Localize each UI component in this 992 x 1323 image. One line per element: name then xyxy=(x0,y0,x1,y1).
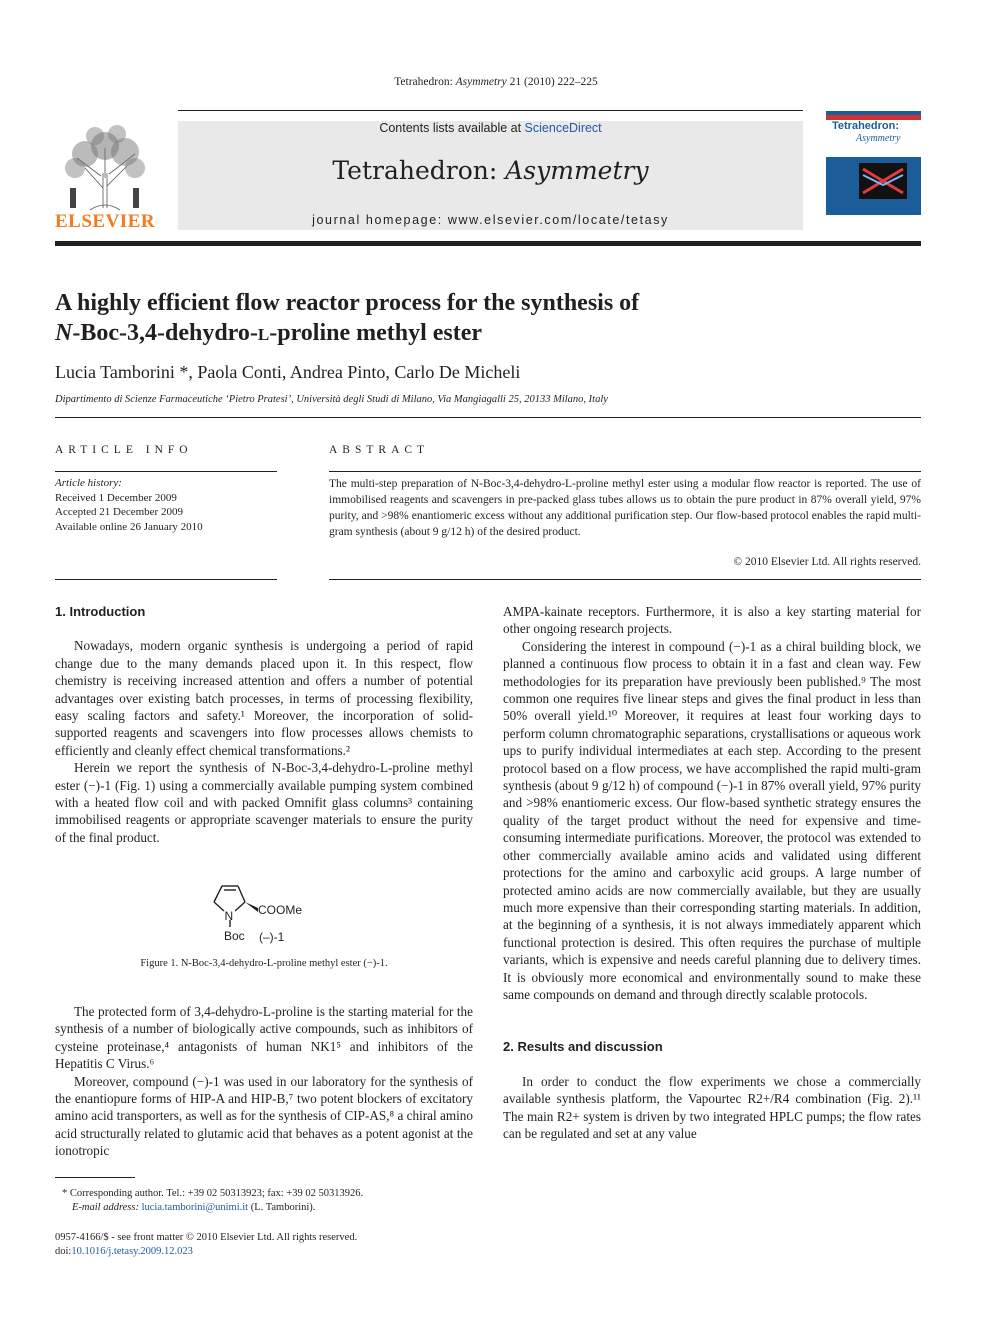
article-info-rule xyxy=(55,471,277,472)
affiliation: Dipartimento di Scienze Farmaceutiche ‘Pietro Pratesi’, Università degli Studi di Milano, Via Mangiagalli 25, 20133 Milano, Italy xyxy=(55,394,608,405)
elsevier-wordmark: ELSEVIER xyxy=(55,211,156,232)
footnote-rule xyxy=(55,1177,135,1178)
figure-1-caption: Figure 1. N-Boc-3,4-dehydro-L-proline methyl ester (−)-1. xyxy=(140,958,388,969)
abstract-rule xyxy=(329,471,921,472)
header-thick-rule xyxy=(55,241,921,246)
abstract-copyright: © 2010 Elsevier Ltd. All rights reserved. xyxy=(733,556,921,568)
corresponding-footnote: * Corresponding author. Tel.: +39 02 50313923; fax: +39 02 50313926. E-mail address: lucia.tamborini@unimi.it (L. Tamborini). xyxy=(62,1188,364,1213)
journal-cover-thumbnail: Tetrahedron: Asymmetry xyxy=(826,111,921,230)
email-link[interactable]: lucia.tamborini@unimi.it xyxy=(141,1201,249,1213)
ester-label: COOMe xyxy=(258,903,303,917)
author-list: Lucia Tamborini *, Paola Conti, Andrea Pinto, Carlo De Micheli xyxy=(55,362,521,382)
intro-paragraph-4: Moreover, compound (−)-1 was used in our laboratory for the synthesis of the enantiopure forms of HIP-A and HIP-B,⁷ two potent blockers of excitatory amino acid transporters, as well as for the synthesis of CIP-AS,⁸ a chiral amino acid structurally related to glutamic acid that behaves as a potent agonist at the ionotropic xyxy=(55,1073,473,1159)
header-rule xyxy=(178,110,803,111)
abstract-bottom-rule xyxy=(329,579,921,580)
contents-line: Contents lists available at ScienceDirect xyxy=(379,121,602,135)
right-column xyxy=(503,603,921,1142)
article-history: Article history: Received 1 December 2009 Accepted 21 December 2009 Available online 26 January 2010 xyxy=(55,477,203,533)
title-rule xyxy=(55,417,921,418)
doi-link[interactable]: 10.1016/j.tetasy.2009.12.023 xyxy=(71,1245,193,1257)
boc-label: Boc xyxy=(224,929,245,943)
abstract-text: The multi-step preparation of N-Boc-3,4-dehydro-L-proline methyl ester using a modular flow reactor is reported. The use of immobilised reagents and scavengers in pre-packed glass tubes allows us to obtain the pure product in 87% overall yield, 97% purity, and >98% enantiomeric excess without any additional purification step. Our flow-based protocol enables the rapid multi-gram synthesis (about 9 g/12 h) of the desired product. xyxy=(329,478,921,538)
journal-citation: Tetrahedron: Asymmetry 21 (2010) 222–225 xyxy=(394,76,598,88)
article-title: A highly efficient flow reactor process for the synthesis of N-Boc-3,4-dehydro-l-proline methyl ester xyxy=(55,290,640,346)
left-column-top xyxy=(55,603,473,846)
nitrogen-label: N xyxy=(224,909,234,923)
figure-1-structure xyxy=(205,880,325,946)
intro-paragraph-3: The protected form of 3,4-dehydro-L-proline is the starting material for the synthesis of a number of biologically active compounds, such as inhibitors of cysteine proteinase,⁴ antagonists of human NK1⁵ and inhibitors of the Hepatitis C Virus.⁶ xyxy=(55,1004,473,1072)
journal-title: Tetrahedron: Asymmetry xyxy=(332,156,649,185)
abstract-heading: ABSTRACT xyxy=(329,444,430,456)
intro-paragraph-1: Nowadays, modern organic synthesis is undergoing a period of rapid change due to the many demands placed upon it. In this respect, flow chemistry is receiving increased attention and offers a number of potential advantages over existing batch processes, in terms of processing flexibility, easy scaling factors and safety.¹ Moreover, the incorporation of solid-supported reagents and scavengers into flow processes allows chemists to efficiently and cleanly effect chemical transformations.² xyxy=(55,638,473,758)
article-info-bottom-rule xyxy=(55,579,277,580)
left-column-bottom xyxy=(55,1003,473,1160)
issn-footer: 0957-4166/$ - see front matter © 2010 Elsevier Ltd. All rights reserved. doi:10.1016/j.tetasy.2009.12.023 xyxy=(55,1232,358,1257)
journal-banner xyxy=(178,121,803,230)
intro-paragraph-2: Herein we report the synthesis of N-Boc-3,4-dehydro-L-proline methyl ester (−)-1 (Fig. 1) using a commercially available pumping system combined with a heated flow coil and with packed Omnifit glass columns³ containing immobilised reagents or appropriate scavenger materials to ensure the purity of the final product. xyxy=(55,760,473,845)
compound-label: (–)-1 xyxy=(259,930,285,944)
results-paragraph-1: In order to conduct the flow experiments we chose a commercially available synthesis platform, the Vapourtec R2+/R4 combination (Fig. 2).¹¹ The main R2+ system is driven by two integrated HPLC pumps; the flow rates can be regulated and set at any value xyxy=(503,1073,921,1141)
intro-heading: 1. Introduction xyxy=(55,604,146,619)
journal-homepage[interactable]: journal homepage: www.elsevier.com/locate/tetasy xyxy=(312,213,669,227)
sciencedirect-link[interactable]: ScienceDirect xyxy=(524,121,602,135)
article-info-heading: ARTICLE INFO xyxy=(55,444,193,456)
right-paragraph-1: AMPA-kainate receptors. Furthermore, it is also a key starting material for other ongoing research projects. xyxy=(503,604,921,637)
results-heading: 2. Results and discussion xyxy=(503,1039,663,1055)
right-paragraph-2: Considering the interest in compound (−)-1 as a chiral building block, we planned a continuous flow process to obtain it in a fast and clean way. Few methodologies for its preparation have previously been published.⁹ The most common one requires five linear steps and gives the final product in less than 50% overall yield.¹⁰ Moreover, it requires at least four working days to perform column chromatographic separations, crystallisations or aqueous work ups to purify individual intermediates at each step. According to the present protocol based on a flow process, we have accomplished the rapid multi-gram synthesis (about 9 g/12 h) of compound (−)-1 in 87% overall yield, 97% purity and >98% enantiomeric excess. Our flow-based synthetic strategy ensures the quality of the target product without the need for expensive and time-consuming intermediate purifications. Moreover, the protocol was extended to other commercially available amino acids and validated using different protections for the amino and carboxylic acid groups. A large number of protected amino acids are now commercially available, but they are usually much more expensive than their corresponding starting materials. In addition, at the beginning of a synthesis, it is not always immediately apparent which functional protection is desired. This often requires the purchase of multiple variants, which is expensive and needs careful planning due to delivery times. It is obviously more economical and environmentally sound to make these same compounds on demand and through directly scalable protocols. xyxy=(503,638,921,1002)
cover-molecule-icon xyxy=(859,163,907,199)
